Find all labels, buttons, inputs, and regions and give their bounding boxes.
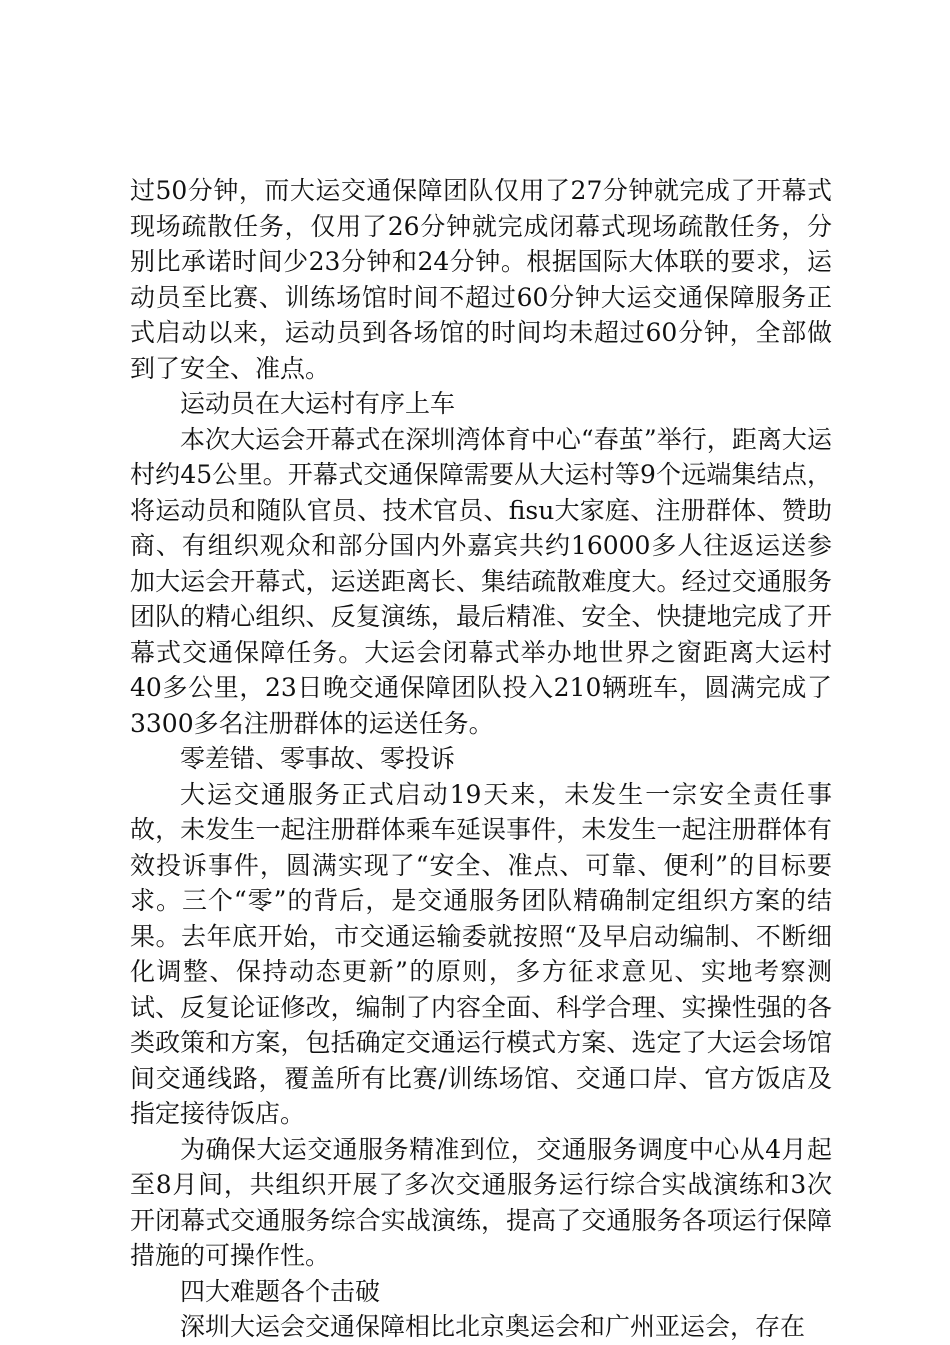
- section-heading-orderly-boarding: 运动员在大运村有序上车: [180, 389, 456, 418]
- section-heading-three-zeros: 零差错、零事故、零投诉: [180, 744, 456, 773]
- section-heading-four-challenges: 四大难题各个击破: [180, 1276, 381, 1306]
- paragraph-opening-ceremony: 本次大运会开幕式在深圳湾体育中心“春茧”举行，距离大运村约45公里。开幕式交通保障需要从大运村等9个远端集结点，将运动员和随队官员、技术官员、fisu大家庭、注册群体、赞助商、有组织观众和部分国内外嘉宾共约16000多人往返运送参加大运会开幕式，运送距离长、集结疏散难度大。经过交通服务团队的精心组织、反复演练，最后精准、安全、快捷地完成了开幕式交通保障任务。大运会闭幕式举办地世界之窗距离大运村40多公里，23日晚交通保障团队投入210辆班车，圆满完成了3300多名注册群体的运送任务。: [130, 424, 832, 738]
- paragraph-evacuation-times: 过50分钟，而大运交通保障团队仅用了27分钟就完成了开幕式现场疏散任务，仅用了26分钟就完成闭幕式现场疏散任务，分别比承诺时间少23分钟和24分钟。根据国际大体联的要求，运动员至比赛、训练场馆时间不超过60分钟大运交通保障服务正式启动以来，运动员到各场馆的时间均未超过60分钟，全部做到了安全、准点。: [130, 176, 832, 383]
- paragraph-drills: 为确保大运交通服务精准到位，交通服务调度中心从4月起至8月间，共组织开展了多次交通服务运行综合实战演练和3次开闭幕式交通服务综合实战演练，提高了交通服务各项运行保障措施的可操作性。: [130, 1134, 832, 1270]
- paragraph-zero-incidents: 大运交通服务正式启动19天来，未发生一宗安全责任事故，未发生一起注册群体乘车延误事件，未发生一起注册群体有效投诉事件，圆满实现了“安全、准点、可靠、便利”的目标要求。三个“零”的背后，是交通服务团队精确制定组织方案的结果。去年底开始，市交通运输委就按照“及早启动编制、不断细化调整、保持动态更新”的原则，多方征求意见、实地考察测试、反复论证修改，编制了内容全面、科学合理、实操性强的各类政策和方案，包括确定交通运行模式方案、选定了大运会场馆间交通线路，覆盖所有比赛/训练场馆、交通口岸、官方饭店及指定接待饭店。: [130, 779, 832, 1128]
- document-body: [130, 173, 832, 1345]
- paragraph-comparison: 深圳大运会交通保障相比北京奥运会和广州亚运会，存在: [180, 1312, 806, 1341]
